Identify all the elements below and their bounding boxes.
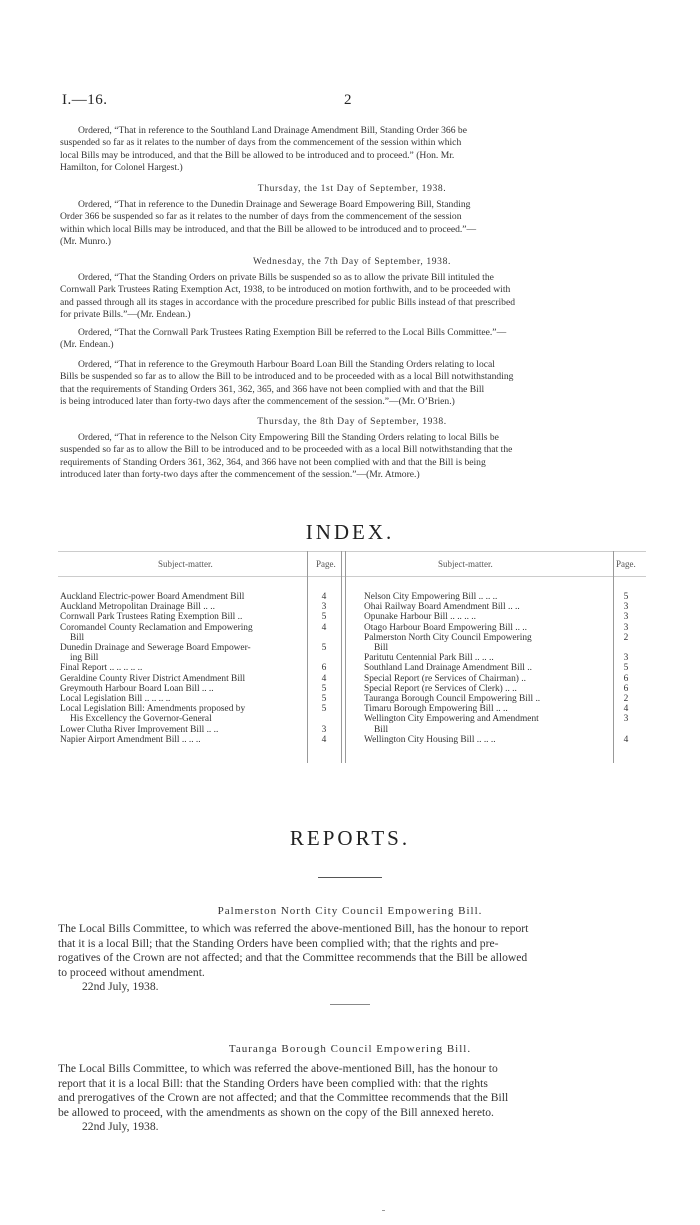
index-divider — [613, 551, 614, 763]
index-entry-text: Local Legislation Bill: Amendments proposed by — [60, 704, 246, 715]
index-entry-page: 3 — [623, 622, 629, 633]
index-entry-text: Final Report .. .. .. .. .. — [60, 663, 143, 674]
index-entry-page: 3 — [623, 602, 629, 613]
index-entry-text: Otago Harbour Board Empowering Bill .. .. — [364, 622, 527, 633]
index-entry-page: 4 — [321, 734, 327, 745]
index-entry-page: 6 — [623, 683, 629, 694]
index-entry-page: 6 — [321, 663, 327, 674]
order-paragraph: Ordered, “That in reference to the Nelson City Empowering Bill the Standing Orders relating to local Bills be suspended so far as to allow the Bill to be introduced and to be proceeded with as a local Bill notwithstanding that the requirements of Standing Orders 361, 362, 364, and 366 have not been complied with and that the Bill is being introduced later than forty-two days after the commencement of the session.”—(Mr. Atmore.) — [60, 432, 513, 480]
index-divider — [341, 551, 342, 763]
index-entry-page: 2 — [623, 632, 629, 643]
index-entry-text: Ohai Railway Board Amendment Bill .. .. — [364, 602, 520, 613]
index-entry-text: Special Report (re Services of Chairman) .. — [364, 673, 526, 684]
report-body: The Local Bills Committee, to which was referred the above-mentioned Bill, has the honour to report that it is a local Bill: that the Standing Orders have been complied with: that the rights and prerogatives of the Crown are not affected; and that the Committee recommends that the Bill be allowed to proceed, with the amendments as shown on the copy of the Bill annexed hereto. 22nd July, 1938. — [58, 1062, 509, 1134]
col-subject-left: Subject-matter. — [158, 559, 213, 569]
report-body: The Local Bills Committee, to which was referred the above-mentioned Bill, has the honour to report that it is a local Bill; that the Standing Orders have been complied with; that the rights and pre- rogatives of the Crown are not affected; and that the Committee recommends that the Bill be allowed to proceed without amendment. 22nd July, 1938. — [58, 922, 529, 994]
index-entry-text: Bill — [374, 643, 389, 653]
order-paragraph: Ordered, “That in reference to the Dunedin Drainage and Sewerage Board Empowering Bill, Standing Order 366 be suspended so far as it relates to the number of days from the commencement of the session within which local Bills may be introduced, and that the Bill be allowed to be introduced and to proceed.”— (Mr. Munro.) — [60, 199, 477, 247]
index-entry-text: Auckland Electric-power Board Amendment Bill — [60, 592, 245, 602]
index-entry-page: 5 — [623, 663, 629, 674]
col-page-right: Page. — [616, 559, 636, 569]
index-entry-text: Bill — [70, 632, 85, 643]
index-entry-page: 5 — [321, 612, 327, 623]
index-heading: INDEX. — [305, 520, 395, 544]
col-page-left: Page. — [316, 559, 336, 569]
index-entry-text: Bill — [374, 724, 389, 735]
index-entry-text: Palmerston North City Council Empowering — [364, 632, 532, 643]
page-mark — [382, 1210, 385, 1211]
date-heading: Thursday, the 1st Day of September, 1938. — [257, 183, 447, 194]
index-entry-page: 4 — [321, 622, 327, 633]
page-number: 2 — [344, 92, 352, 108]
index-entry-text: Nelson City Empowering Bill .. .. .. — [364, 592, 498, 602]
index-entry-text: Paritutu Centennial Park Bill .. .. .. — [364, 653, 494, 664]
index-entry-page: 3 — [321, 724, 327, 735]
section-rule — [330, 1004, 370, 1005]
index-entry-text: Napier Airport Amendment Bill .. .. .. — [60, 734, 201, 745]
header-reference: I.—16. — [62, 92, 108, 108]
report-title: Tauranga Borough Council Empowering Bill. — [228, 1043, 472, 1055]
col-subject-right: Subject-matter. — [438, 559, 493, 569]
index-entry-page: 5 — [321, 694, 327, 704]
index-entry-text: Timaru Borough Empowering Bill .. .. — [364, 704, 508, 715]
report-title: Palmerston North City Council Empowering Bill. — [217, 905, 483, 917]
index-entry-text: Special Report (re Services of Clerk) .. .. — [364, 683, 517, 694]
index-entry-text: Southland Land Drainage Amendment Bill .. — [364, 663, 532, 674]
index-entry-text: Coromandel County Reclamation and Empowering — [60, 622, 253, 633]
index-entry-text: His Excellency the Governor-General — [70, 714, 212, 725]
index-entry-page: 4 — [623, 734, 629, 745]
index-entry-text: Lower Clutha River Improvement Bill .. .. — [60, 724, 219, 735]
index-entry-text: Geraldine County River District Amendment Bill — [60, 673, 246, 684]
index-entry-page: 4 — [623, 704, 629, 715]
section-rule — [318, 877, 382, 878]
index-entry-page: 5 — [321, 643, 327, 653]
index-entry-page: 4 — [321, 673, 327, 684]
index-divider — [307, 551, 308, 763]
index-entry-text: Dunedin Drainage and Sewerage Board Empower- — [60, 643, 251, 653]
index-entry-page: 6 — [623, 673, 629, 684]
order-paragraph: Ordered, “That in reference to the Southland Land Drainage Amendment Bill, Standing Order 366 be suspended so far as it relates to the number of days from the commencement of the session within which local Bills may be introduced, and that the Bill be allowed to be introduced and to proceed.” (Hon. Mr. Hamilton, for Colonel Hargest.) — [60, 125, 467, 173]
index-entry-text: Opunake Harbour Bill .. .. .. .. — [364, 612, 476, 623]
index-entry-text: Greymouth Harbour Board Loan Bill .. .. — [60, 683, 214, 694]
index-entry-text: Wellington City Empowering and Amendment — [364, 714, 539, 725]
index-entry-text: Cornwall Park Trustees Rating Exemption Bill .. — [60, 612, 243, 623]
index-entry-page: 3 — [623, 612, 629, 623]
index-entry-text: ing Bill — [70, 653, 99, 664]
index-entry-page: 3 — [321, 602, 327, 613]
index-divider — [345, 551, 346, 763]
date-heading: Wednesday, the 7th Day of September, 1938. — [253, 256, 451, 267]
order-paragraph: Ordered, “That the Cornwall Park Trustees Rating Exemption Bill be referred to the Local Bills Committee.”— (Mr. Endean.) — [60, 327, 507, 351]
index-entry-page: 4 — [321, 592, 327, 602]
index-entry-page: 3 — [623, 714, 629, 725]
index-entry-page: 5 — [623, 592, 629, 602]
index-entry-page: 5 — [321, 683, 327, 694]
index-entry-text: Auckland Metropolitan Drainage Bill .. .. — [60, 602, 215, 613]
index-entry-text: Local Legislation Bill .. .. .. .. — [60, 694, 171, 704]
order-paragraph: Ordered, “That in reference to the Greymouth Harbour Board Loan Bill the Standing Orders relating to local Bills be suspended so far as to allow the Bill to be introduced and to be proceeded with as a local Bill notwithstanding that the requirements of Standing Orders 361, 362, 365, and 366 have not been complied with and that the Bill is being introduced later than forty-two days after the commencement of the session.”—(Mr. O’Brien.) — [60, 359, 514, 407]
index-entry-page: 3 — [623, 653, 629, 664]
index-entry-page: 5 — [321, 704, 327, 715]
date-heading: Thursday, the 8th Day of September, 1938. — [257, 416, 447, 427]
index-entry-page: 2 — [623, 694, 629, 704]
index-entry-text: Wellington City Housing Bill .. .. .. — [364, 734, 496, 745]
order-paragraph: Ordered, “That the Standing Orders on private Bills be suspended so as to allow the private Bill intituled the Cornwall Park Trustees Rating Exemption Act, 1938, to be introduced on motion forthwith, and to be proceeded with and passed through all its stages in accordance with the procedure prescribed for public Bills instead of that prescribed for private Bills.”—(Mr. Endean.) — [60, 272, 516, 320]
index-column-headers — [58, 551, 646, 577]
index-entry-text: Tauranga Borough Council Empowering Bill .. — [364, 694, 541, 704]
reports-heading: REPORTS. — [289, 826, 411, 850]
